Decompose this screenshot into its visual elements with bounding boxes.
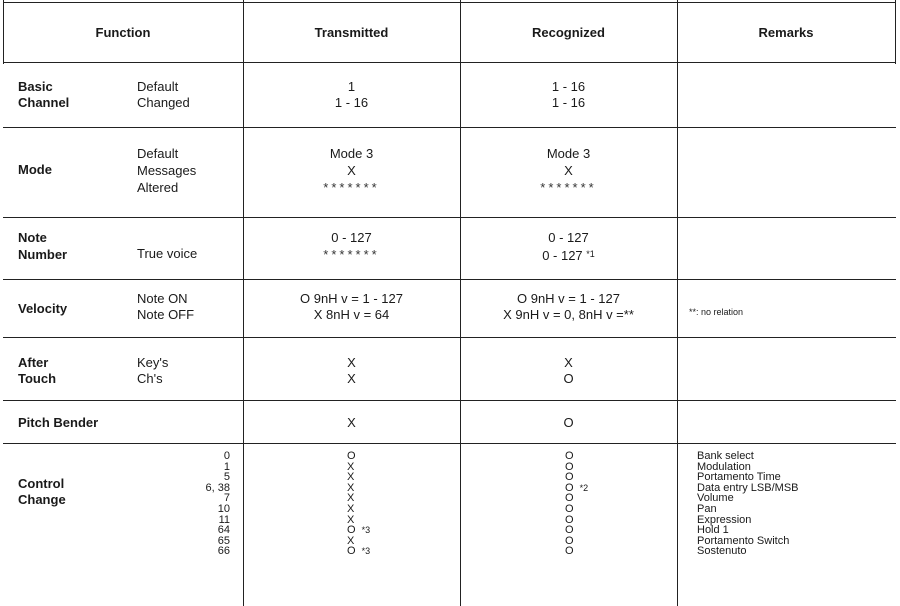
mode-default-label: Default	[137, 146, 179, 161]
mode-label: Mode	[18, 162, 52, 177]
chs-label: Ch's	[137, 371, 163, 386]
rule-top	[3, 2, 896, 3]
pitch-bender-transmitted: X	[347, 415, 356, 430]
mode-tx-messages: X	[347, 163, 356, 178]
control-number-value: 0	[223, 450, 230, 462]
pitch-bender-recognized: O	[563, 415, 574, 430]
velocity-label: Velocity	[18, 301, 68, 316]
control-number-value: 5	[223, 471, 230, 484]
control-remark-item-value: Modulation	[697, 460, 751, 473]
note-number-label	[18, 229, 67, 263]
velocity-remark: **: no relation	[689, 307, 744, 317]
mode-transmitted	[243, 145, 460, 196]
control-tx-item-value: O	[347, 545, 356, 558]
tx-default: 1	[347, 79, 356, 94]
mode-tx-altered: *******	[323, 180, 380, 195]
channel-label: Channel	[18, 95, 70, 110]
note-transmitted	[243, 229, 460, 263]
note-rx-true-voice	[460, 246, 677, 264]
mode-rx-messages: X	[564, 163, 573, 178]
basic-channel-sublabels	[137, 79, 190, 111]
control-remark-item-value: Portamento Switch	[697, 534, 790, 547]
velocity-transmitted	[243, 291, 460, 323]
control-number	[140, 451, 230, 462]
true-voice-label: True voice	[137, 246, 198, 261]
note-rx-true-voice-value: 0 - 127	[542, 248, 583, 263]
control-number-value: 1	[223, 460, 230, 473]
control-rx-item-value: O	[565, 481, 574, 494]
header-function: Function	[95, 25, 151, 40]
control-tx-item-value: X	[347, 502, 355, 515]
control-remark-item-value: Sostenuto	[697, 545, 747, 558]
changed-label: Changed	[137, 95, 190, 110]
pitch-bender-label: Pitch Bender	[18, 415, 99, 430]
header-remarks: Remarks	[758, 25, 814, 40]
velocity-tx-on: O 9nH v = 1 - 127	[300, 291, 403, 306]
basic-channel-recognized	[460, 79, 677, 111]
note-recognized	[460, 229, 677, 264]
control-numbers	[140, 451, 230, 557]
footnote-marker: *2	[579, 482, 589, 493]
rule-mode	[3, 217, 896, 218]
footnote-1: *1	[586, 249, 595, 259]
control-label: Control	[18, 476, 65, 491]
control-number-value: 11	[218, 513, 230, 526]
rule-basic	[3, 127, 896, 128]
note-tx-true-voice: *******	[323, 247, 380, 262]
rule-header	[3, 62, 896, 63]
header-recognized: Recognized	[532, 25, 605, 40]
rule-right	[895, 0, 896, 64]
control-remark-item	[697, 546, 799, 557]
after-rx-keys: X	[564, 355, 573, 370]
control-rx-item-value: O	[565, 524, 574, 537]
mode-rx-default: Mode 3	[546, 146, 591, 161]
control-number	[140, 536, 230, 547]
control-rx-item-value: O	[565, 492, 574, 505]
mode-messages-label: Messages	[137, 163, 197, 178]
control-remark-item-value: Hold 1	[697, 524, 729, 537]
control-tx-item-value: X	[347, 492, 355, 505]
control-number-value: 10	[217, 502, 230, 515]
control-tx-item-value: X	[347, 513, 355, 526]
control-tx-item-value: X	[347, 534, 355, 547]
header-transmitted: Transmitted	[314, 25, 389, 40]
control-rx-item	[565, 546, 588, 557]
control-number-value: 64	[217, 524, 230, 537]
control-number-value: 6, 38	[205, 481, 230, 494]
control-rx-item-value: O	[565, 450, 574, 462]
control-remarks	[697, 451, 799, 557]
control-number	[140, 462, 230, 473]
control-number	[140, 493, 230, 504]
control-number	[140, 515, 230, 526]
mode-tx-default: Mode 3	[329, 146, 374, 161]
control-number-value: 7	[223, 492, 230, 505]
footnote-marker: *3	[361, 546, 371, 557]
control-rx-item-value: O	[565, 534, 574, 547]
control-tx-item-value: X	[347, 481, 355, 494]
default-label: Default	[137, 79, 179, 94]
control-remark-item-value: Volume	[697, 492, 734, 505]
control-tx-item-value: O	[347, 524, 356, 537]
control-rx-item-value: O	[565, 513, 574, 526]
rx-changed: 1 - 16	[551, 95, 586, 110]
rule-note	[3, 279, 896, 280]
control-number	[140, 483, 230, 494]
after-tx-chs: X	[347, 371, 356, 386]
note-off-label: Note OFF	[137, 307, 195, 322]
note-on-label: Note ON	[137, 291, 188, 306]
velocity-rx-off: X 9nH v = 0, 8nH v =**	[503, 307, 634, 322]
after-touch-label	[18, 355, 56, 387]
mode-altered-label: Altered	[137, 180, 179, 195]
note-rx-range: 0 - 127	[548, 230, 589, 245]
keys-label: Key's	[137, 355, 169, 370]
control-rx-item-value: O	[565, 460, 574, 473]
velocity-recognized	[460, 291, 677, 323]
control-rx-item-value: O	[565, 471, 574, 484]
control-rx-item-value: O	[565, 502, 574, 515]
change-label: Change	[18, 492, 66, 507]
control-remark-item-value: Pan	[697, 502, 717, 515]
control-number-value: 65	[217, 534, 230, 547]
after-touch-recognized	[460, 355, 677, 387]
after-touch-sublabels	[137, 355, 168, 387]
basic-channel-label	[18, 79, 69, 111]
control-remark-item-value: Expression	[697, 513, 752, 526]
control-number	[140, 504, 230, 515]
control-rx-item-value: O	[565, 545, 574, 558]
note-label: Note	[18, 230, 47, 245]
mode-sublabels	[137, 145, 196, 196]
control-number-value: 66	[217, 545, 230, 558]
after-rx-chs: O	[563, 371, 574, 386]
after-label: After	[18, 355, 49, 370]
rule-after	[3, 400, 896, 401]
rule-pitch	[3, 443, 896, 444]
control-number	[140, 525, 230, 536]
footnote-marker: *3	[361, 525, 371, 536]
after-tx-keys: X	[347, 355, 356, 370]
control-tx-item-value: X	[347, 460, 355, 473]
rule-velocity	[3, 337, 896, 338]
note-tx-range: 0 - 127	[331, 230, 372, 245]
control-tx-item	[347, 546, 370, 557]
control-remark-item-value: Bank select	[697, 450, 754, 462]
basic-label: Basic	[18, 79, 53, 94]
rx-default: 1 - 16	[551, 79, 586, 94]
mode-rx-altered: *******	[540, 180, 597, 195]
velocity-rx-on: O 9nH v = 1 - 127	[517, 291, 620, 306]
control-transmitted	[347, 451, 370, 557]
number-label: Number	[18, 247, 68, 262]
basic-channel-transmitted	[243, 79, 460, 111]
touch-label: Touch	[18, 371, 57, 386]
rule-col-recognized	[677, 0, 678, 606]
control-change-label	[18, 476, 66, 508]
after-touch-transmitted	[243, 355, 460, 387]
tx-changed: 1 - 16	[334, 95, 369, 110]
velocity-tx-off: X 8nH v = 64	[313, 307, 390, 322]
velocity-sublabels	[137, 291, 194, 323]
mode-recognized	[460, 145, 677, 196]
control-number	[140, 546, 230, 557]
control-remark-item-value: Data entry LSB/MSB	[697, 481, 799, 494]
control-recognized	[565, 451, 588, 557]
control-tx-item-value: O	[347, 450, 356, 462]
control-remark-item-value: Portamento Time	[697, 471, 781, 484]
control-tx-item-value: X	[347, 471, 355, 484]
